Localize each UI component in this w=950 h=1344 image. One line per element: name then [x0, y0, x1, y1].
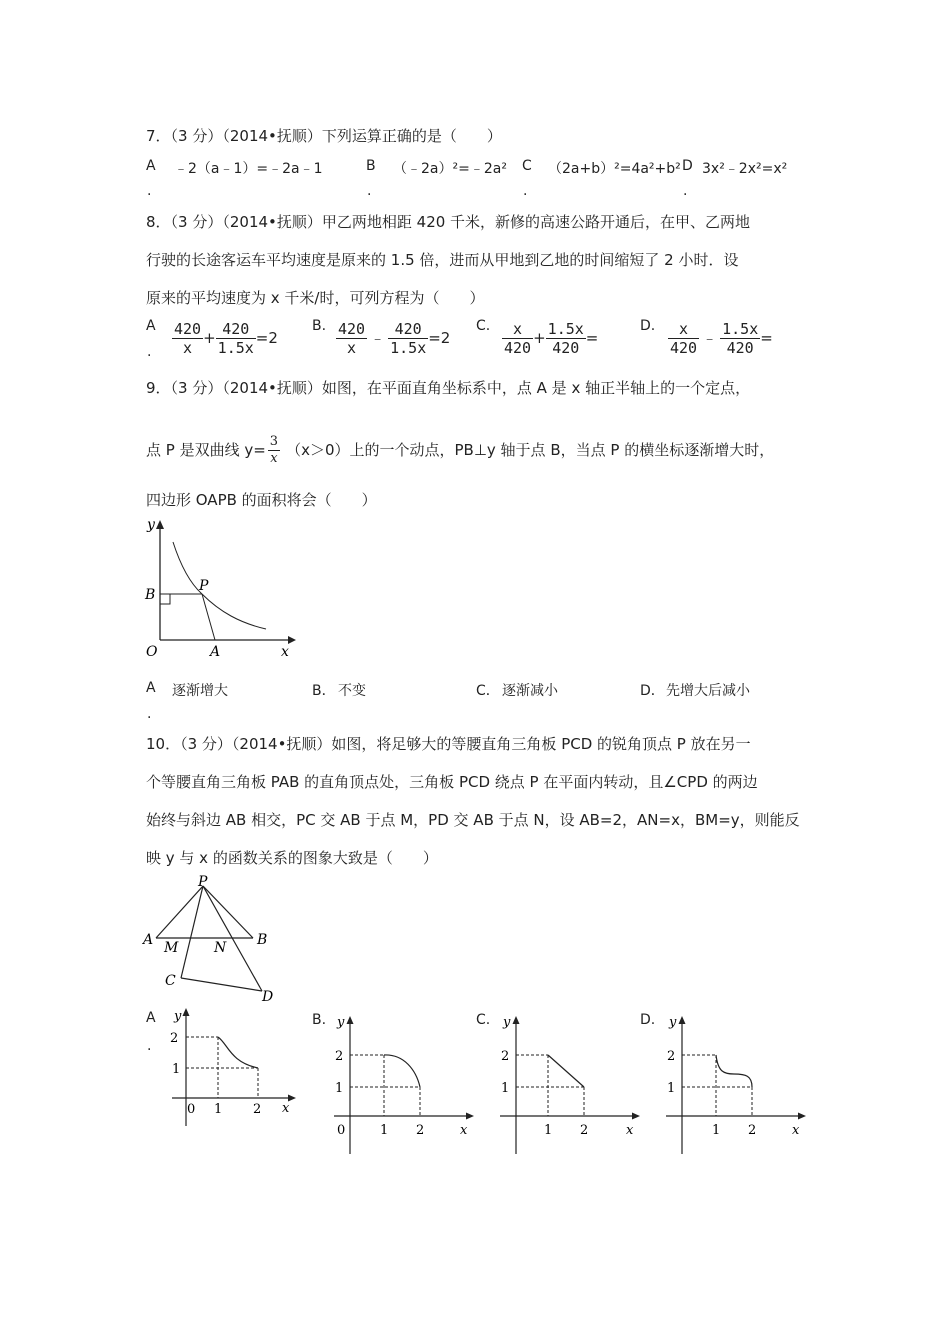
y-axis-arrow-icon [156, 520, 164, 529]
q8-option-b-equation [336, 320, 450, 357]
denominator: 420 [670, 339, 698, 357]
y-axis-label: y [669, 1015, 677, 1030]
x-axis-label: x [792, 1123, 800, 1138]
tick-y2: 2 [501, 1049, 510, 1064]
tick-y1: 1 [335, 1081, 344, 1096]
equation-rhs: = [585, 329, 599, 347]
x-axis-arrow-icon [632, 1113, 640, 1120]
y-axis-arrow-icon [679, 1016, 686, 1024]
x-axis-arrow-icon [288, 636, 296, 644]
q10-option-d-label[interactable]: D. [640, 1012, 656, 1028]
x-axis-label: x [626, 1123, 634, 1138]
q7-option-c-text: （2a+b）²=4a²+b² [548, 161, 681, 177]
q9-option-d-text: 先增大后减小 [666, 683, 750, 699]
q10-option-c-label[interactable]: C. [476, 1012, 491, 1028]
q9-option-c-text: 逐渐减小 [502, 683, 558, 699]
tick-x2: 2 [416, 1123, 425, 1138]
tick-y2: 2 [335, 1049, 344, 1064]
q7-option-b-dot: . [367, 183, 372, 199]
point-p-label: P [199, 578, 209, 594]
q10-option-a-dot: . [147, 1038, 152, 1054]
q10-option-a-label[interactable]: A [146, 1010, 156, 1026]
tick-y2: 2 [667, 1049, 676, 1064]
y-axis-label: y [174, 1009, 182, 1024]
equation-rhs: = [760, 329, 773, 347]
numerator: 420 [174, 320, 202, 338]
q7-stem: 7．（3 分）（2014•抚顺）下列运算正确的是（ ） [146, 127, 502, 145]
graph-curve [716, 1055, 752, 1087]
q9-option-a-dot: . [147, 706, 152, 722]
q9-option-b-label[interactable]: B． [312, 683, 336, 699]
graph-segment [548, 1055, 584, 1087]
point-b-label: B [257, 932, 268, 948]
q8-option-c-equation [502, 320, 598, 357]
q10-stem-line-2: 个等腰直角三角板 PAB 的直角顶点处，三角板 PCD 绕点 P 在平面内转动，且∠CPD 的两边 [146, 773, 758, 791]
q7-option-c-label[interactable]: C [522, 158, 532, 174]
q7-option-a-dot: . [147, 183, 152, 199]
q10-option-b-label[interactable]: B. [312, 1012, 327, 1028]
tick-x2: 2 [580, 1123, 589, 1138]
q8-option-a-dot: . [147, 344, 152, 360]
tick-x1: 1 [544, 1123, 553, 1138]
q10-stem-line-3: 始终与斜边 AB 相交，PC 交 AB 于点 M，PD 交 AB 于点 N，设 AB=2，AN=x，BM=y，则能反 [146, 811, 800, 829]
q9-option-a-label[interactable]: A [146, 680, 156, 696]
q8-option-d-label[interactable]: D. [640, 318, 656, 334]
q7-option-b-label[interactable]: B [366, 158, 376, 174]
tick-x1: 1 [380, 1123, 389, 1138]
segment-cd [181, 978, 262, 991]
q10-graph-c [494, 1010, 644, 1158]
x-axis-label: x [460, 1123, 468, 1138]
origin-label: 0 [337, 1123, 346, 1138]
q8-stem-line-1: 8．（3 分）（2014•抚顺）甲乙两地相距 420 千米，新修的高速公路开通后，在甲、乙两地 [146, 213, 751, 231]
point-b-label: B [145, 587, 156, 603]
y-axis-label: y [503, 1015, 511, 1030]
graph-curve [384, 1055, 420, 1087]
y-axis-arrow-icon [183, 1008, 190, 1016]
tick-y2: 2 [170, 1031, 179, 1046]
y-axis-label: y [337, 1015, 345, 1030]
equation-rhs: =2 [428, 329, 451, 347]
segment-pa [156, 886, 203, 938]
q7-option-b-text: （﹣2a）²=﹣2a² [393, 161, 507, 177]
q7-option-d-text: 3x²﹣2x²=x² [702, 161, 788, 177]
q9-stem-line-2 [146, 430, 774, 470]
tick-x2: 2 [748, 1123, 757, 1138]
point-a-label: A [210, 644, 221, 660]
denominator: 1.5x [217, 339, 254, 357]
q9-stem-line-1: 9．（3 分）（2014•抚顺）如图，在平面直角坐标系中，点 A 是 x 轴正半轴上的一个定点， [146, 379, 751, 397]
q9-frac-numerator: 3 [269, 434, 279, 449]
graph-curve [218, 1037, 258, 1068]
point-p-label: P [198, 874, 208, 890]
operator: ﹣ [370, 329, 386, 347]
numerator: 1.5x [722, 320, 759, 338]
q10-graph-d [660, 1010, 810, 1158]
q9-option-a-text: 逐渐增大 [172, 683, 228, 699]
point-d-label: D [262, 989, 274, 1005]
numerator: 420 [388, 320, 428, 339]
q10-stem-line-4: 映 y 与 x 的函数关系的图象大致是（ ） [146, 849, 438, 867]
q9-frac-denominator: x [270, 451, 278, 466]
q10-stem-line-1: 10．（3 分）（2014•抚顺）如图，将足够大的等腰直角三角板 PCD 的锐角顶点 P 放在另一 [146, 735, 751, 753]
q10-graph-b [328, 1010, 478, 1158]
numerator: x [668, 320, 699, 339]
y-axis-label: y [147, 517, 155, 533]
q10-triangle-figure [140, 874, 290, 1006]
point-c-label: C [165, 973, 176, 989]
q9-option-c-label[interactable]: C． [476, 683, 500, 699]
q9-stem-suffix: （x＞0）上的一个动点，PB⊥y 轴于点 B，当点 P 的横坐标逐渐增大时， [286, 441, 775, 459]
equation-rhs: =2 [255, 329, 278, 347]
point-n-label: N [214, 940, 227, 956]
q7-option-a-label[interactable]: A [146, 158, 156, 174]
q7-option-a-text: ﹣2（a﹣1）=﹣2a﹣1 [174, 161, 323, 177]
operator: + [203, 329, 216, 347]
q8-stem-line-2: 行驶的长途客运车平均速度是原来的 1.5 倍，进而从甲地到乙地的时间缩短了 2 小时．设 [146, 251, 739, 269]
numerator: x [502, 320, 533, 339]
q7-option-c-dot: . [523, 183, 528, 199]
denominator: 420 [552, 339, 580, 357]
denominator: 1.5x [390, 339, 427, 357]
hyperbola-curve [173, 542, 266, 629]
tick-x1: 1 [214, 1102, 223, 1117]
numerator: 420 [216, 320, 256, 339]
x-axis-label: x [281, 644, 289, 660]
tick-y1: 1 [172, 1062, 181, 1077]
y-axis-arrow-icon [347, 1016, 354, 1024]
segment-pa [202, 594, 215, 640]
q9-hyperbola-figure [140, 515, 300, 665]
q9-option-b-text: 不变 [338, 683, 366, 699]
tick-y1: 1 [667, 1081, 676, 1096]
x-axis-arrow-icon [798, 1113, 806, 1120]
denominator: x [183, 339, 193, 357]
q10-graph-a [166, 1004, 300, 1132]
tick-y1: 1 [501, 1081, 510, 1096]
segment-pc [181, 886, 203, 978]
q9-stem-line-3: 四边形 OAPB 的面积将会（ ） [146, 491, 377, 509]
q7-option-d-dot: . [683, 183, 688, 199]
q9-option-d-label[interactable]: D． [640, 683, 665, 699]
denominator: 420 [726, 339, 754, 357]
q8-option-b-label[interactable]: B. [312, 318, 327, 334]
tick-x1: 1 [712, 1123, 721, 1138]
origin-label: 0 [187, 1102, 196, 1117]
tick-x2: 2 [253, 1102, 262, 1117]
point-a-label: A [143, 932, 154, 948]
right-angle-mark [160, 594, 170, 604]
numerator: 420 [338, 320, 366, 338]
point-m-label: M [164, 940, 179, 956]
numerator: 1.5x [547, 320, 584, 338]
denominator: 420 [504, 339, 532, 357]
x-axis-label: x [282, 1101, 290, 1116]
q8-option-a-label[interactable]: A [146, 318, 156, 334]
x-axis-arrow-icon [466, 1113, 474, 1120]
q7-option-d-label[interactable]: D [682, 158, 693, 174]
operator: ﹣ [702, 329, 718, 347]
q8-option-c-label[interactable]: C. [476, 318, 491, 334]
operator: + [533, 329, 546, 347]
q9-stem-prefix: 点 P 是双曲线 y= [146, 441, 266, 459]
y-axis-arrow-icon [513, 1016, 520, 1024]
origin-label: O [146, 644, 158, 660]
q8-option-a-equation [172, 320, 278, 357]
q8-option-d-equation [668, 320, 773, 357]
denominator: x [347, 339, 357, 357]
q8-stem-line-3: 原来的平均速度为 x 千米/时，可列方程为（ ） [146, 289, 485, 307]
